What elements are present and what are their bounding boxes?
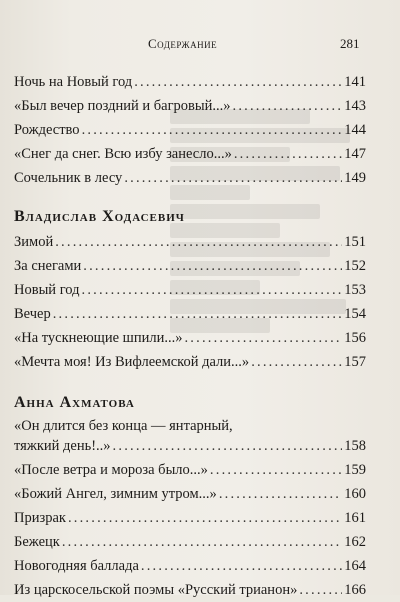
- toc-entry: [14, 70, 366, 94]
- toc-section: [14, 390, 366, 602]
- leader-dots: [251, 350, 342, 374]
- entry-title: Сочельник в лесу: [14, 170, 123, 186]
- leader-dots: [55, 230, 342, 254]
- entry-title: «Мечта моя! Из Вифлеемской дали...»: [14, 354, 250, 370]
- author-heading: Владислав Ходасевич: [14, 208, 185, 225]
- entry-title: Новый год: [14, 282, 80, 298]
- entry-page: 156: [344, 330, 366, 346]
- running-title: Содержание: [148, 36, 218, 51]
- entry-title: Зимой: [14, 234, 54, 250]
- leader-dots: [219, 482, 342, 506]
- entry-page: 144: [344, 122, 366, 138]
- entry-title: За снегами: [14, 258, 82, 274]
- leader-dots: [83, 254, 342, 278]
- leader-dots: [82, 278, 343, 302]
- entry-page: 141: [344, 74, 366, 90]
- toc-entry: [14, 350, 366, 374]
- entry-title: «Божий Ангел, зимним утром...»: [14, 486, 217, 502]
- toc-entry: [14, 278, 366, 302]
- leader-dots: [68, 506, 342, 530]
- entry-title: «После ветра и мороза было...»: [14, 462, 208, 478]
- entry-page: 143: [344, 98, 366, 114]
- entry-title: Ночь на Новый год: [14, 74, 133, 90]
- toc-entry: [14, 482, 366, 506]
- toc-entry: [14, 166, 366, 190]
- toc-entry: [14, 302, 366, 326]
- entry-page: 161: [344, 510, 366, 526]
- entry-page: 152: [344, 258, 366, 274]
- entry-page: 158: [344, 438, 366, 454]
- entry-title: «На тускнеющие шпили...»: [14, 330, 183, 346]
- entry-title: Бежецк: [14, 534, 60, 550]
- entry-page: 153: [344, 282, 366, 298]
- entry-page: 164: [344, 558, 366, 574]
- author-heading: Анна Ахматова: [14, 394, 135, 411]
- entry-title: Из царскосельской поэмы «Русский трианон»: [14, 582, 298, 598]
- entry-title-line2: тяжкий день!..»: [14, 438, 111, 454]
- toc-entry: [14, 530, 366, 554]
- leader-dots: [62, 530, 342, 554]
- entry-page: 159: [344, 462, 366, 478]
- leader-dots: [233, 94, 343, 118]
- leader-dots: [113, 436, 343, 456]
- toc-entry: [14, 506, 366, 530]
- entry-page: 157: [344, 354, 366, 370]
- page-number: 281: [340, 36, 360, 51]
- entry-title: Новогодняя баллада: [14, 558, 139, 574]
- toc-entry: [14, 254, 366, 278]
- toc-entry: [14, 416, 366, 458]
- entry-title: Вечер: [14, 306, 51, 322]
- leader-dots: [53, 302, 343, 326]
- leader-dots: [210, 458, 342, 482]
- leader-dots: [184, 326, 342, 350]
- entry-page: 147: [344, 146, 366, 162]
- entry-page: 160: [344, 486, 366, 502]
- toc-entry: [14, 326, 366, 350]
- entry-title: Рождество: [14, 122, 80, 138]
- toc-section: [14, 204, 366, 374]
- leader-dots: [124, 166, 342, 190]
- entry-page: 162: [344, 534, 366, 550]
- toc-entry: [14, 554, 366, 578]
- entry-page: 154: [344, 306, 366, 322]
- leader-dots: [141, 554, 342, 578]
- toc-entry: [14, 94, 366, 118]
- table-of-contents: [14, 70, 366, 602]
- entry-page: 166: [344, 582, 366, 598]
- toc-entry: [14, 458, 366, 482]
- leader-dots: [134, 70, 342, 94]
- leader-dots: [299, 578, 342, 602]
- entry-title-line1: «Он длится без конца — янтарный,: [14, 418, 233, 434]
- toc-entry: [14, 142, 366, 166]
- leader-dots: [82, 118, 343, 142]
- entry-title: «Снег да снег. Всю избу занесло...»: [14, 146, 232, 162]
- toc-entry: [14, 230, 366, 254]
- page-header: [0, 36, 400, 56]
- toc-entry: [14, 578, 366, 602]
- entry-page: 149: [344, 170, 366, 186]
- toc-entry: [14, 118, 366, 142]
- entry-title: «Был вечер поздний и багровый...»: [14, 98, 231, 114]
- entry-page: 151: [344, 234, 366, 250]
- leader-dots: [234, 142, 342, 166]
- entry-title: Призрак: [14, 510, 66, 526]
- toc-section: [14, 70, 366, 190]
